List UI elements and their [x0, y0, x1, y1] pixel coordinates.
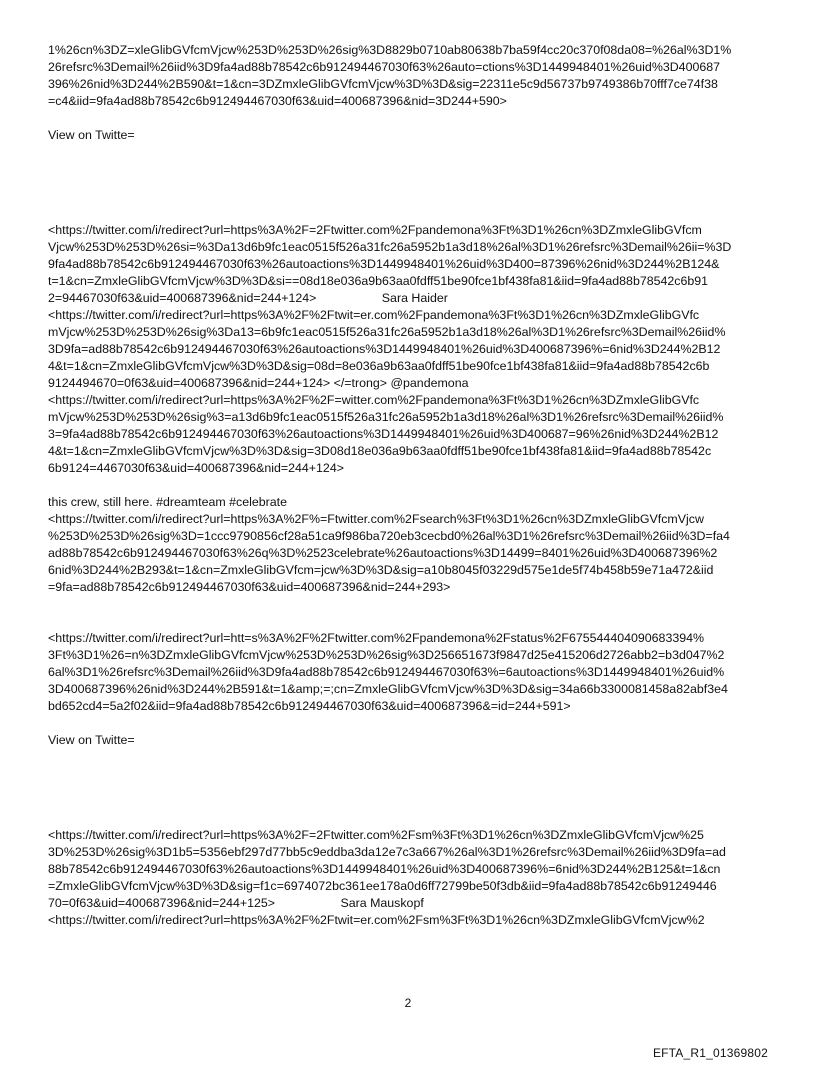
sara-haider-redirect-block: <https://twitter.com/i/redirect?url=https%3A%2F=2Ftwitter.com%2Fpandemona%3Ft%3D1%26cn%3DZmxleGlibGVfcm Vjcw%253D%253D%26si=%3Da13d6b9fc1eac0515f526a31fc26a5952b1a3d18%26al%3D1%26refsrc%3Demail%26ii=%3D 9fa4ad88b78542c6b912494467030f63%26autoactions%3D1449948401%26uid%3D400=87396%26nid%3D244%2B124& t=1&cn=ZmxleGlibGVfcmVjcw%3D%3D&si==08d18e036a9b63aa0fdff51be90fce1bf438fa81&iid=9fa4ad88b78542c6b91 2=94467030f63&uid=400687396&nid=244+124> Sara Haider <https://twitter.com/i/redirect?url=https%3A%2F%2Ftwit=er.com%2Fpandemona%3Ft%3D1%26cn%3DZmxleGlibGVfc mVjcw%253D%253D%26sig%3Da13=6b9fc1eac0515f526a31fc26a5952b1a3d18%26al%3D1%26refsrc%3Demail%26iid% 3D9fa=ad88b78542c6b912494467030f63%26autoactions%3D1449948401%26uid%3D400687396%=6nid%3D244%2B12 4&t=1&cn=ZmxleGlibGVfcmVjcw%3D%3D&sig=08d=8e036a9b63aa0fdff51be90fce1bf438fa81&iid=9fa4ad88b78542c6b 9124494670=0f63&uid=400687396&nid=244+124> </=trong> @pandemona <https://twitter.com/i/redirect?url=https%3A%2F%2F=witter.com%2Fpandemona%3Ft%3D1%26cn%3DZmxleGlibGVfc mVjcw%253D%253D%26sig%3=a13d6b9fc1eac0515f526a31fc26a5952b1a3d18%26al%3D1%26refsrc%3Demail%26iid% 3=9fa4ad88b78542c6b912494467030f63%26autoactions%3D1449948401%26uid%3D400687=96%26nid%3D244%2B12 4&t=1&cn=ZmxleGlibGVfcmVjcw%3D%3D&sig=3D08d18e036a9b63aa0fdff51be90fce1bf438fa81&iid=9fa4ad88b78542c 6b9124=4467030f63&uid=400687396&nid=244+124>	[48, 223, 732, 475]
sara-mauskopf-redirect-block: <https://twitter.com/i/redirect?url=https%3A%2F=2Ftwitter.com%2Fsm%3Ft%3D1%26cn%3DZmxleGlibGVfcmVjcw%25 3D%253D%26sig%3D1b5=5356ebf297d77bb5c9eddba3da12e7c3a667%26al%3D1%26refsrc%3Demail%26iid%3D9fa=ad 88b78542c6b912494467030f63%26autoactions%3D1449948401%26uid%3D400687396%=6nid%3D244%2B125&t=1&cn =ZmxleGlibGVfcmVjcw%3D%3D&sig=f1c=6974072bc361ee178a0d6ff72799be50f3db&iid=9fa4ad88b78542c6b91249446 70=0f63&uid=400687396&nid=244+125> Sara Mauskopf <https://twitter.com/i/redirect?url=https%3A%2F%2Ftwit=er.com%2Fsm%3Ft%3D1%26cn%3DZmxleGlibGVfcmVjcw%2	[48, 828, 726, 927]
document-id-footer: EFTA_R1_01369802	[652, 1046, 768, 1060]
document-body	[48, 42, 770, 929]
tweet-text-block: this crew, still here. #dreamteam #celebrate <https://twitter.com/i/redirect?url=https%3A%2F%=Ftwitter.com%2Fsearch%3Ft%3D1%26cn%3DZmxleGlibGVfcmVjcw %253D%253D%26sig%3D=1ccc9790856cf28a51ca9f986ba720eb3cecbd0%26al%3D1%26refsrc%3Demail%26iid%3D=fa4 ad88b78542c6b912494467030f63%26q%3D%2523celebrate%26autoactions%3D14499=8401%26uid%3D400687396%2 6nid%3D244%2B293&t=1&cn=ZmxleGlibGVfcm=jcw%3D%3D&sig=a10b8045f03229d575e1de5f74b458b59e71a472&iid =9fa=ad88b78542c6b912494467030f63&uid=400687396&nid=244+293>	[48, 495, 730, 594]
status-redirect-block: <https://twitter.com/i/redirect?url=htt=s%3A%2F%2Ftwitter.com%2Fpandemona%2Fstatus%2F675544404090683394% 3Ft%3D1%26=n%3DZmxleGlibGVfcmVjcw%253D%253D%26sig%3D256651673f9847d25e415206d2726abb2=b3d047%2 6al%3D1%26refsrc%3Demail%26iid%3D9fa4ad88b78542c6b912494467030f63%=6autoactions%3D1449948401%26uid% 3D400687396%26nid%3D244%2B591&t=1&amp;=;cn=ZmxleGlibGVfcmVjcw%3D%3D&sig=34a66b3300081458a82abf3e4 bd652cd4=5a2f02&iid=9fa4ad88b78542c6b912494467030f63&uid=400687396&=id=244+591>	[48, 631, 728, 713]
page-number: 2	[404, 996, 412, 1010]
view-on-twitter-text: View on Twitte=	[48, 128, 135, 142]
url-fragment-paragraph: 1%26cn%3DZ=xleGlibGVfcmVjcw%253D%253D%26sig%3D8829b0710ab80638b7ba59f4cc20c370f08da08=%26al%3D1% 26refsrc%3Demail%26iid%3D9fa4ad88b78542c6b912494467030f63%26auto=ctions%3D1449948401%26uid%3D400687 396%26nid%3D244%2B590&t=1&cn=3DZmxleGlibGVfcmVjcw%3D%3D&sig=22311e5c9d56737b9749386b70fff7ce74f38 =c4&iid=9fa4ad88b78542c6b912494467030f63&uid=400687396&nid=3D244+590>	[48, 43, 732, 108]
view-on-twitter-text: View on Twitte=	[48, 733, 135, 747]
